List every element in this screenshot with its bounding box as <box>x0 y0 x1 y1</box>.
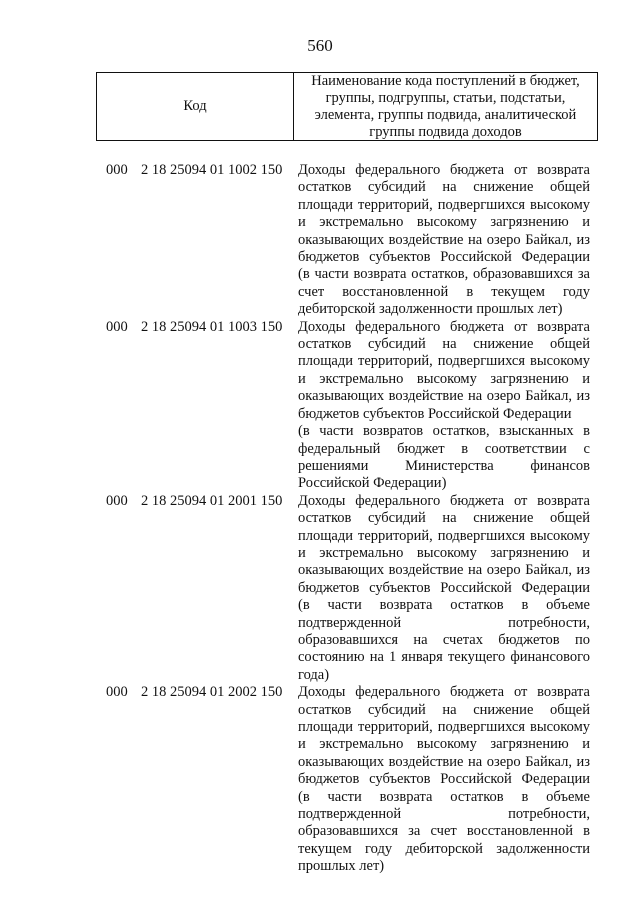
income-code-entry <box>0 493 640 684</box>
description-line: состоянию на 1 января текущего финансового <box>298 649 590 666</box>
budget-code: 2 18 25094 01 1002 150 <box>141 162 283 178</box>
header-name-line: группы подвида доходов <box>369 123 522 140</box>
header-code-label: Код <box>97 73 294 140</box>
table-header <box>96 72 598 141</box>
budget-code: 2 18 25094 01 2002 150 <box>141 684 283 701</box>
admin-code: 000 <box>106 162 128 178</box>
description-line: образовавшихся на счетах бюджетов по <box>298 631 590 648</box>
description-line: оказывающих воздействие на озеро Байкал, из <box>298 562 590 579</box>
description-line: Доходы федерального бюджета от возврата <box>298 318 590 335</box>
description-line: бюджетов субъектов Российской Федерации <box>298 579 590 596</box>
description-line: бюджетов субъектов Российской Федерации <box>298 771 590 788</box>
income-code-list <box>0 162 640 876</box>
description-line: оказывающих воздействие на озеро Байкал, из <box>298 753 590 770</box>
header-name-line: группы, подгруппы, статьи, подстатьи, <box>325 89 566 106</box>
description-line: площади территорий, подвергшихся высокому <box>298 353 590 370</box>
code-description <box>298 319 590 493</box>
header-name-label <box>294 73 597 140</box>
income-code-entry <box>0 684 640 875</box>
header-name-line: Наименование кода поступлений в бюджет, <box>311 72 580 89</box>
description-line: и экстремально высокому загрязнению и <box>298 736 590 753</box>
description-line: остатков субсидий на снижение общей <box>298 701 590 718</box>
income-code-entry <box>0 162 640 319</box>
description-line: (в части возврата остатков, образовавшихся за <box>298 266 590 283</box>
description-line: (в части возвратов остатков, взысканных в <box>298 423 590 440</box>
description-line: федеральный бюджет в соответствии с <box>298 440 590 457</box>
description-line: оказывающих воздействие на озеро Байкал, из <box>298 231 590 248</box>
budget-code: 2 18 25094 01 2001 150 <box>141 492 283 509</box>
description-line: Доходы федерального бюджета от возврата <box>298 492 590 509</box>
description-line: бюджетов субъектов Российской Федерации <box>298 249 590 266</box>
description-line: остатков субсидий на снижение общей <box>298 179 590 196</box>
description-line: подтвержденной потребности, <box>298 806 590 823</box>
description-line: дебиторской задолженности прошлых лет) <box>298 301 563 318</box>
income-code-entry <box>0 319 640 493</box>
description-line: Доходы федерального бюджета от возврата <box>298 162 590 178</box>
description-line: решениями Министерства финансов <box>298 457 590 474</box>
description-line: и экстремально высокому загрязнению и <box>298 214 590 231</box>
budget-code: 2 18 25094 01 1003 150 <box>141 318 283 335</box>
description-line: остатков субсидий на снижение общей <box>298 510 590 527</box>
description-line: Российской Федерации) <box>298 475 447 492</box>
description-line: площади территорий, подвергшихся высокому <box>298 196 590 213</box>
page-number: 560 <box>307 36 333 55</box>
admin-code: 000 <box>106 492 128 509</box>
code-description <box>298 162 590 319</box>
description-line: образовавшихся за счет восстановленной в <box>298 823 590 840</box>
code-description <box>298 684 590 875</box>
description-line: оказывающих воздействие на озеро Байкал, из <box>298 388 590 405</box>
description-line: подтвержденной потребности, <box>298 614 590 631</box>
description-line: площади территорий, подвергшихся высокому <box>298 719 590 735</box>
description-line: прошлых лет) <box>298 858 385 875</box>
header-name-line: элемента, группы подвида, аналитической <box>314 106 577 123</box>
description-line: (в части возврата остатков в объеме <box>298 788 590 805</box>
description-line: площади территорий, подвергшихся высокому <box>298 527 590 544</box>
admin-code: 000 <box>106 318 128 335</box>
description-line: бюджетов субъектов Российской Федерации <box>298 405 572 422</box>
description-line: (в части возврата остатков в объеме <box>298 597 590 614</box>
description-line: текущем году дебиторской задолженности <box>298 840 590 857</box>
description-line: и экстремально высокому загрязнению и <box>298 370 590 387</box>
description-line: счет восстановленной в текущем году <box>298 283 590 300</box>
description-line: года) <box>298 666 330 683</box>
description-line: Доходы федерального бюджета от возврата <box>298 684 590 701</box>
admin-code: 000 <box>106 684 128 701</box>
description-line: остатков субсидий на снижение общей <box>298 336 590 353</box>
description-line: и экстремально высокому загрязнению и <box>298 544 590 561</box>
code-description <box>298 493 590 684</box>
